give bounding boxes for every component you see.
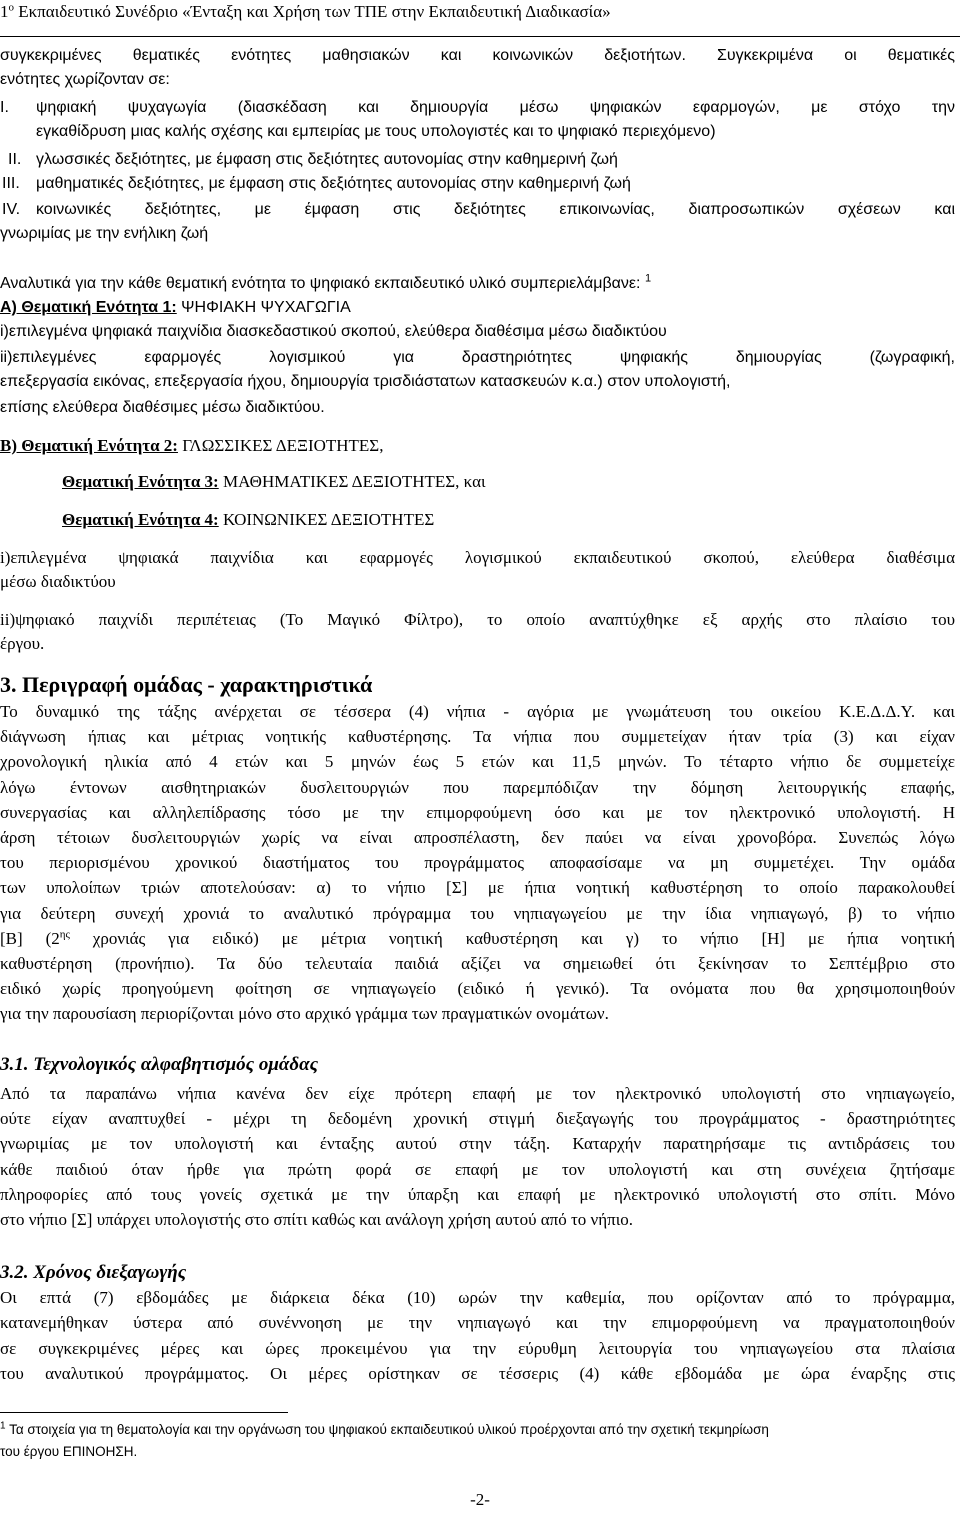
paragraph-line: για την παρουσίαση περιορίζονται μόνο στο αρχικό γράμμα των πραγματικών ονομάτων. [0, 1004, 609, 1024]
paragraph-line: του αναλυτικού προγράμματος. Οι μέρες ορίστηκαν σε τέσσερις (4) κάθε εβδομάδα με ώρα έναρξης στις [0, 1364, 955, 1384]
section-3-heading: 3. Περιγραφή ομάδας - χαρακτηριστικά [0, 672, 373, 697]
paragraph-line: σε συγκεκριμένες μέρες και ώρες προκειμένου για την εύρυθμη λειτουργία του νηπιαγωγείου στα πλαίσια [0, 1338, 955, 1358]
running-header: $1^o$ Εκπαιδευτικό Συνέδριο «Ένταξη και Χρήση των ΤΠΕ στην Εκπαιδευτική Διαδικασία» [0, 1, 611, 21]
unit-b-item-i: μέσω διαδικτύου [0, 572, 116, 591]
list-number: III. [2, 175, 20, 192]
intro-line: ενότητες χωρίζονταν σε: [0, 71, 170, 88]
unit-a-item-i: i)επιλεγμένα ψηφιακά παιχνίδια διασκεδαστικού σκοπού, ελεύθερα διαθέσιμα μέσω διαδικτύου [0, 323, 667, 340]
paragraph-line: διάγνωση ήπιας και μέτριας νοητικής καθυστέρησης. Τα νήπια που συμμετείχαν ήταν τρία (3) και είχαν [0, 727, 955, 747]
paragraph-line: συνεργασίας και αλληλεπίδρασης τόσο με την επιμορφούμενη όσο και με τον ηλεκτρονικό υπολογιστή. Η [0, 802, 955, 822]
paragraph-line: κάθε παιδιού όταν ήρθε για πρώτη φορά σε επαφή με τον υπολογιστή και στη συνέχεια ζητήσαμε [0, 1159, 955, 1179]
paragraph-line: γνωριμίας με τον υπολογιστή και ένταξης αυτού στην τάξη. Καταρχήν παρατηρήσαμε τις αντιδράσεις του [0, 1134, 955, 1154]
unit-a-item-ii: επίσης ελεύθερα διαθέσιμες μέσω διαδικτύου. [0, 399, 325, 416]
list-item: γλωσσικές δεξιότητες, με έμφαση στις δεξιότητες αυτονομίας στην καθημερινή ζωή [36, 151, 618, 168]
paragraph-line: λόγω έντονων αισθητηριακών δυσλειτουργιών που παρεμπόδιζαν την δόμηση λειτουργικής επαφής, [0, 777, 955, 797]
paragraph-line: του περιορισμένου χρονικού διαστήματος του προγράμματος αποφασίσαμε να μη συμμετέχει. Την ομάδα [0, 853, 955, 873]
list-item: κοινωνικές δεξιότητες, με έμφαση στις δεξιότητες επικοινωνίας, διαπροσωπικών σχέσεων και [36, 201, 955, 218]
unit-b-heading: Β) Θεματική Ενότητα 2: ΓΛΩΣΣΙΚΕΣ ΔΕΞΙΟΤΗΤΕΣ, [0, 436, 384, 455]
unit-a-item-ii: ii)επιλεγμένες εφαρμογές λογισμικού για δραστηριότητες ψηφιακής δημιουργίας (ζωγραφική, [0, 349, 955, 366]
list-number: IV. [2, 201, 21, 218]
list-item: εγκαθίδρυση μιας καλής σχέσης και εμπειρίας με τους υπολογιστές και το ψηφιακό περιεχόμενο) [36, 123, 716, 140]
list-item: ψηφιακή ψυχαγωγία (διασκέδαση και δημιουργία μέσω ψηφιακών εφαρμογών, με στόχο την [36, 99, 955, 116]
list-number: II. [8, 151, 22, 168]
paragraph-line: στο νήπιο [Σ] υπάρχει υπολογιστής στο σπίτι καθώς και ανάλογη χρήση αυτού από το νήπιο. [0, 1210, 634, 1229]
unit-b-item-ii: ii)ψηφιακό παιχνίδι περιπέτειας (Το Μαγικό Φίλτρο), το οποίο αναπτύχθηκε εξ αρχής στο πλαίσιο του [0, 610, 955, 629]
list-number: I. [0, 99, 9, 116]
unit-3-heading: Θεματική Ενότητα 3: ΜΑΘΗΜΑΤΙΚΕΣ ΔΕΞΙΟΤΗΤΕΣ, και [62, 472, 486, 491]
paragraph-line: χρονολογική ηλικία από 4 ετών και 5 μηνών έως 5 ετών και 11,5 μηνών. Το τέταρτο νήπιο δε συμμετείχε [0, 752, 955, 772]
section-3-1-heading: 3.1. Τεχνολογικός αλφαβητισμός ομάδας [0, 1054, 319, 1075]
paragraph-line: πληροφορίες από τους γονείς σχετικά με την ύπαρξη και επαφή με ηλεκτρονικό υπολογιστή στο σπίτι. Μόνο [0, 1184, 955, 1204]
footnote-rule [0, 1412, 288, 1413]
paragraph-line: κατανεμήθηκαν ύστερα από συνέννοηση με την νηπιαγωγό και την επιμορφούμενη να πραγματοποιηθούν [0, 1313, 955, 1333]
page-number: -2- [470, 1490, 490, 1509]
footnote-ref[interactable]: 1 [644, 272, 652, 285]
footnote-text: του έργου ΕΠΙΝΟΗΣΗ. [0, 1444, 138, 1459]
unit-b-item-ii: έργου. [0, 634, 45, 653]
paragraph-line: ειδικό χωρίς προηγούμενη φοίτηση σε νηπιαγωγείο (ειδικό ή γενικό). Τα ονόματα που θα χρησιμοποιηθούν [0, 979, 955, 999]
paragraph-line: καθυστέρηση (προνήπιο). Τα δύο τελευταία παιδιά αξίζει να σημειωθεί ότι ξεκίνησαν το Σεπτέμβριο στο [0, 954, 955, 973]
analytic-text: Αναλυτικά για την κάθε θεματική ενότητα το ψηφιακό εκπαιδευτικό υλικό συμπεριελάμβανε: $^1$ [0, 272, 652, 292]
paragraph-line: άρση τέτοιων δυσλειτουργιών χωρίς να είναι απροσπέλαστη, δεν παύει να είναι χρονοβόρα. Συνεπώς λόγω [0, 828, 955, 847]
paragraph-line: των υπολοίπων τριών αποτελούσαν: α) το νήπιο [Σ] με ήπια νοητική καθυστέρηση το οποίο παρακολουθεί [0, 878, 955, 898]
paragraph-line: Από τα παραπάνω νήπια κανένα δεν είχε πρότερη επαφή με τον ηλεκτρονικό υπολογιστή στο νηπιαγωγείο, [0, 1084, 955, 1103]
unit-4-heading: Θεματική Ενότητα 4: ΚΟΙΝΩΝΙΚΕΣ ΔΕΞΙΟΤΗΤΕΣ [62, 510, 435, 529]
list-item: μαθηματικές δεξιότητες, με έμφαση στις δεξιότητες αυτονομίας στην καθημερινή ζωή [36, 175, 631, 192]
paragraph-line: Το δυναμικό της τάξης ανέρχεται σε τέσσερα (4) νήπια - αγόρια με γνωμάτευση του οικείου Κ.Ε.Δ.Δ.Υ. και [0, 702, 955, 721]
paragraph-line: [Β] ($2^{\eta\varsigma}$ χρονιάς για ειδικό) με μέτρια νοητική καθυστέρηση και γ) το νήπιο [Η] με ήπια νοητική [0, 928, 956, 948]
unit-a-item-ii: επεξεργασία εικόνας, επεξεργασία ήχου, δημιουργία τρισδιάστατων κατασκευών κ.α.) στον υπολογιστή, [0, 373, 731, 390]
list-item: γνωριμίας με την ενήλικη ζωή [0, 225, 209, 242]
intro-line: συγκεκριμένες θεματικές ενότητες μαθησιακών και κοινωνικών δεξιοτήτων. Συγκεκριμένα οι θεματικές [0, 47, 955, 64]
header-rule [0, 36, 960, 37]
paragraph-line: ούτε είχαν αναπτυχθεί - μέχρι τη δεδομένη χρονική στιγμή διεξαγωγής του προγράμματος - δραστηριότητες [0, 1109, 955, 1129]
unit-b-item-i: i)επιλεγμένα ψηφιακά παιχνίδια και εφαρμογές λογισμικού εκπαιδευτικού σκοπού, ελεύθερα διαθέσιμα [0, 548, 955, 567]
paragraph-line: για δεύτερη συνεχή χρονιά το αναλυτικό πρόγραμμα του νηπιαγωγείου με την ίδια νηπιαγωγό, β) το νήπιο [0, 903, 955, 923]
unit-a-heading: Α) Θεματική Ενότητα 1: ΨΗΦΙΑΚΗ ΨΥΧΑΓΩΓΙΑ [0, 299, 351, 316]
section-3-2-heading: 3.2. Χρόνος διεξαγωγής [0, 1262, 187, 1283]
footnote-text: $^1$ Τα στοιχεία για τη θεματολογία και την οργάνωση του ψηφιακού εκπαιδευτικού υλικού προέρχονται από την σχετική τεκμηρίωση [0, 1420, 769, 1437]
paragraph-line: Οι επτά (7) εβδομάδες με διάρκεια δέκα (10) ωρών την καθεμία, που ορίζονταν από το πρόγραμμα, [0, 1288, 955, 1307]
